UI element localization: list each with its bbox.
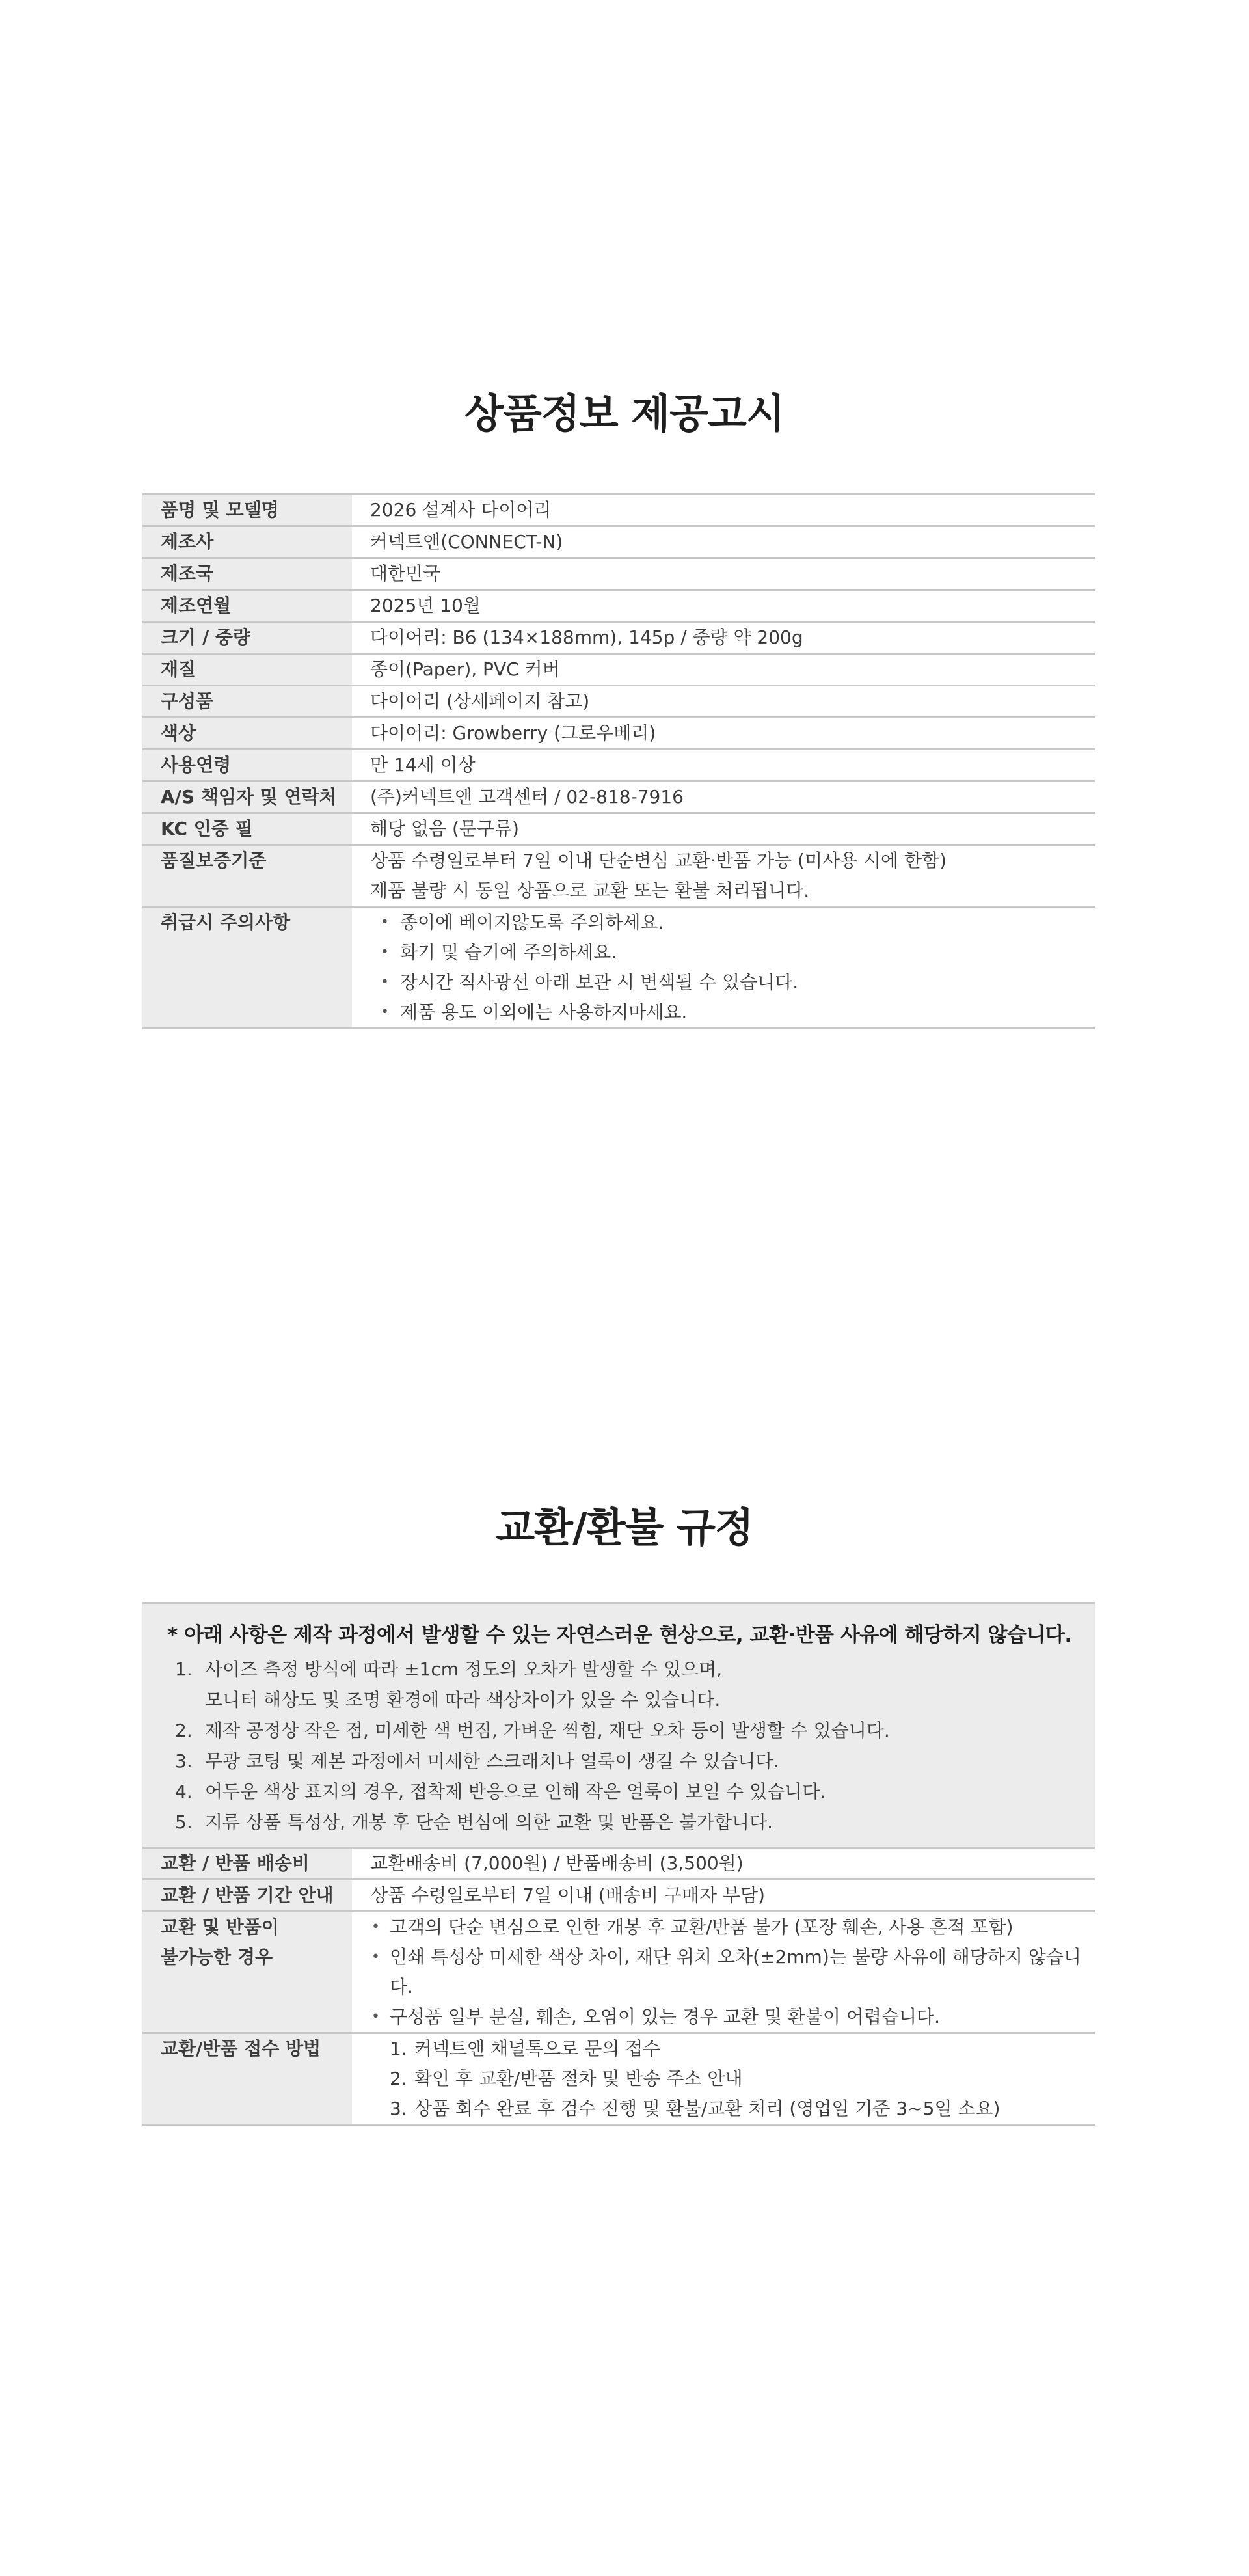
- method-list: [370, 2034, 1095, 2124]
- table-row: [142, 495, 1095, 526]
- table-row: [142, 750, 1095, 781]
- row-value: 2025년 10월: [352, 590, 1095, 622]
- row-value: 교환배송비 (7,000원) / 반품배송비 (3,500원): [352, 1848, 1095, 1880]
- row-value: 다이어리 (상세페이지 참고): [352, 686, 1095, 718]
- row-label: KC 인증 필: [142, 813, 352, 845]
- quality-line: 상품 수령일로부터 7일 이내 단순변심 교환·반품 가능 (미사용 시에 한함): [370, 850, 947, 871]
- table-row: [142, 813, 1095, 845]
- row-label: 교환 / 반품 기간 안내: [142, 1880, 352, 1912]
- not-allowed-list: [370, 1912, 1095, 2032]
- row-label: 제조국: [142, 558, 352, 590]
- table-row: [142, 622, 1095, 654]
- table-row: [142, 781, 1095, 813]
- table-row-not-allowed: [142, 1912, 1095, 2033]
- row-value: (주)커넥트앤 고객센터 / 02-818-7916: [352, 781, 1095, 813]
- row-label: 구성품: [142, 686, 352, 718]
- row-label: 색상: [142, 718, 352, 750]
- row-label: 재질: [142, 654, 352, 686]
- row-value: 종이(Paper), PVC 커버: [352, 654, 1095, 686]
- row-value: 커넥트앤(CONNECT-N): [352, 526, 1095, 558]
- row-label: 품명 및 모델명: [142, 495, 352, 526]
- list-item: 3. 상품 회수 완료 후 검수 진행 및 환불/교환 처리 (영업일 기준 3~5일 소요): [390, 2098, 1001, 2119]
- list-item: • 제품 용도 이외에는 사용하지마세요.: [370, 997, 1095, 1027]
- row-value: 만 14세 이상: [352, 750, 1095, 781]
- table-row: [142, 686, 1095, 718]
- row-label: 제조사: [142, 526, 352, 558]
- table-row-shipping-fee: [142, 1848, 1095, 1880]
- list-item: • 고객의 단순 변심으로 인한 개봉 후 교환/반품 불가 (포장 훼손, 사용 흔적 포함): [370, 1912, 1095, 1942]
- list-item: 2. 제작 공정상 작은 점, 미세한 색 번짐, 가벼운 찍힘, 재단 오차 등이 발생할 수 있습니다.: [175, 1720, 890, 1741]
- list-item: • 화기 및 습기에 주의하세요.: [370, 938, 1095, 968]
- table-row-period: [142, 1880, 1095, 1912]
- notice-title: * 아래 사항은 제작 과정에서 발생할 수 있는 자연스러운 현상으로, 교환·반품 사유에 해당하지 않습니다.: [167, 1623, 1072, 1647]
- row-value: 다이어리: B6 (134×188mm), 145p / 중량 약 200g: [352, 622, 1095, 654]
- list-item: 4. 어두운 색상 표지의 경우, 접착제 반응으로 인해 작은 얼룩이 보일 수 있습니다.: [175, 1781, 826, 1802]
- list-item: 1. 사이즈 측정 방식에 따라 ±1cm 정도의 오차가 발생할 수 있으며, 모니터 해상도 및 조명 환경에 따라 색상차이가 있을 수 있습니다.: [175, 1659, 723, 1711]
- row-value: 해당 없음 (문구류): [352, 813, 1095, 845]
- row-label: 품질보증기준: [142, 845, 352, 907]
- table-row: [142, 526, 1095, 558]
- notice-list: [175, 1654, 1095, 1837]
- product-info-table: [142, 493, 1095, 1029]
- row-label: A/S 책임자 및 연락처: [142, 781, 352, 813]
- row-label: 교환 / 반품 배송비: [142, 1848, 352, 1880]
- row-label: 제조연월: [142, 590, 352, 622]
- row-label: 취급시 주의사항: [142, 907, 352, 1029]
- caution-list: [370, 908, 1095, 1027]
- list-item: • 구성품 일부 분실, 훼손, 오염이 있는 경우 교환 및 환불이 어렵습니다.: [370, 2002, 1095, 2032]
- exchange-notice: [142, 1602, 1095, 1849]
- list-item: • 장시간 직사광선 아래 보관 시 변색될 수 있습니다.: [370, 968, 1095, 997]
- row-value: 다이어리: Growberry (그로우베리): [352, 718, 1095, 750]
- quality-line: 제품 불량 시 동일 상품으로 교환 또는 환불 처리됩니다.: [370, 880, 810, 901]
- row-value: 2026 설계사 다이어리: [352, 495, 1095, 526]
- list-item: 3. 무광 코팅 및 제본 과정에서 미세한 스크래치나 얼룩이 생길 수 있습니다.: [175, 1750, 779, 1772]
- list-item: 5. 지류 상품 특성상, 개봉 후 단순 변심에 의한 교환 및 반품은 불가합니다.: [175, 1811, 773, 1833]
- list-item: • 인쇄 특성상 미세한 색상 차이, 재단 위치 오차(±2mm)는 불량 사유에 해당하지 않습니다.: [370, 1942, 1095, 2002]
- row-label: 사용연령: [142, 750, 352, 781]
- exchange-title: 교환/환불 규정: [496, 1504, 753, 1551]
- row-label: 교환/반품 접수 방법: [142, 2033, 352, 2125]
- table-row: [142, 654, 1095, 686]
- table-row-quality: [142, 845, 1095, 907]
- list-item: 2. 확인 후 교환/반품 절차 및 반송 주소 안내: [390, 2068, 743, 2089]
- row-value: 대한민국: [352, 558, 1095, 590]
- table-row: [142, 718, 1095, 750]
- list-item: 1. 커넥트앤 채널톡으로 문의 접수: [390, 2038, 661, 2059]
- product-info-title: 상품정보 제공고시: [464, 390, 785, 437]
- table-row: [142, 590, 1095, 622]
- row-value: 상품 수령일로부터 7일 이내 (배송비 구매자 부담): [352, 1880, 1095, 1912]
- table-row: [142, 558, 1095, 590]
- row-label: 교환 및 반품이 불가능한 경우: [142, 1912, 352, 2033]
- row-label: 크기 / 중량: [142, 622, 352, 654]
- list-item: • 종이에 베이지않도록 주의하세요.: [370, 908, 1095, 938]
- table-row-method: [142, 2033, 1095, 2125]
- exchange-table: [142, 1847, 1095, 2126]
- table-row-caution: [142, 907, 1095, 1029]
